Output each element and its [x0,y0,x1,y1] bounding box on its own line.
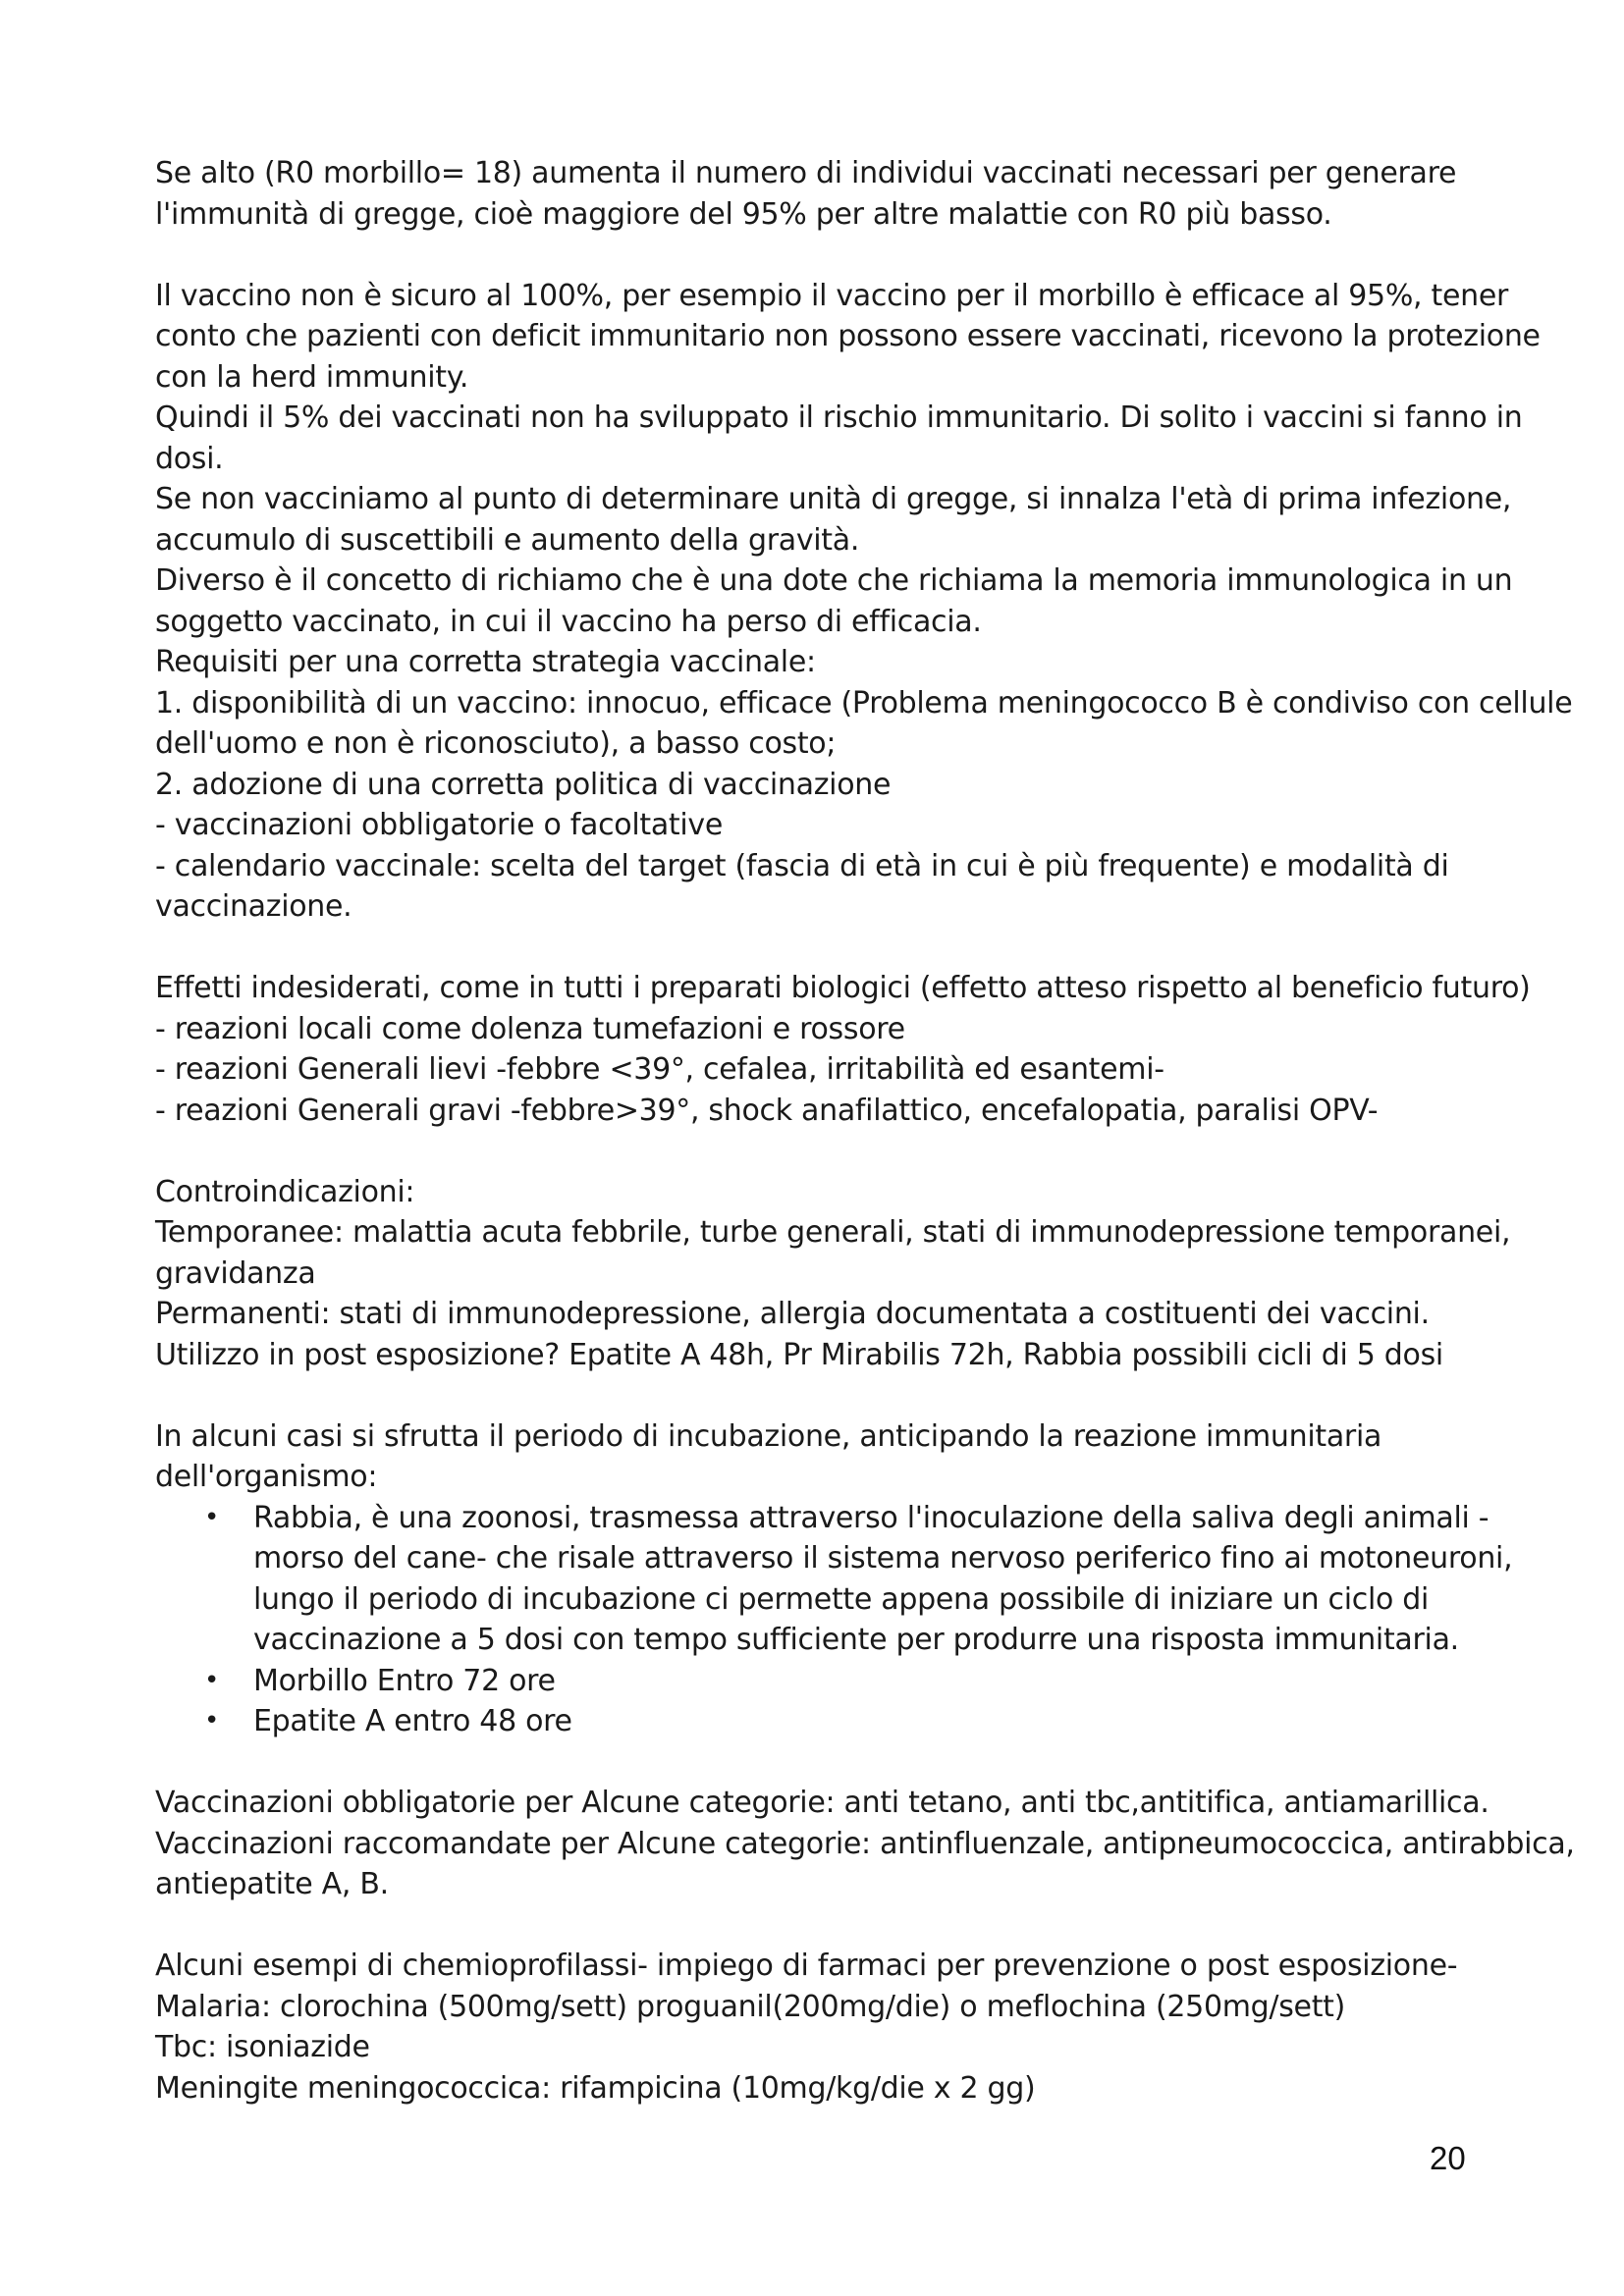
text-line: soggetto vaccinato, in cui il vaccino ha perso di efficacia. [155,604,982,639]
text-line: Permanenti: stati di immunodepressione, allergia documentata a costituenti dei vaccini. [155,1297,1430,1331]
list-item [155,1701,1490,1742]
text-line: Malaria: clorochina (500mg/sett) proguanil(200mg/die) o meflochina (250mg/sett) [155,1989,1346,2024]
text-line: - vaccinazioni obbligatorie o facoltative [155,808,724,842]
list-item [155,1498,1513,1661]
text-line: - calendario vaccinale: scelta del target (fascia di età in cui è più frequente) e modalità di [155,848,1449,883]
text-line: lungo il periodo di incubazione ci permette appena possibile di iniziare un ciclo di [253,1581,1430,1617]
bullet-icon: • [204,1665,220,1695]
text-line: Utilizzo in post esposizione? Epatite A 48h, Pr Mirabilis 72h, Rabbia possibili cicli di 5 dosi [155,1337,1443,1372]
text-line: Epatite A entro 48 ore [253,1704,572,1738]
text-line: - reazioni locali come dolenza tumefazioni e rossore [155,1011,905,1046]
text-line: Alcuni esempi di chemioprofilassi- impiego di farmaci per prevenzione o post esposizione- [155,1949,1458,1983]
text-line: Temporanee: malattia acuta febbrile, turbe generali, stati di immunodepressione temporanei, [155,1215,1511,1250]
bullet-icon: • [204,1706,220,1735]
text-line: morso del cane- che risale attraverso il sistema nervoso periferico fino ai motoneuroni, [253,1541,1513,1575]
text-line: Il vaccino non è sicuro al 100%, per esempio il vaccino per il morbillo è efficace al 95%, tener [155,278,1509,313]
text-line: Rabbia, è una zoonosi, trasmessa attraverso l'inoculazione della saliva degli animali - [253,1500,1489,1535]
paragraph-gap [155,1131,1490,1172]
text-line: Effetti indesiderati, come in tutti i preparati biologici (effetto atteso rispetto al beneficio futuro) [155,971,1531,1005]
text-line: antiepatite A, B. [155,1867,389,1901]
text-line: - reazioni Generali lievi -febbre <39°, cefalea, irritabilità ed esantemi- [155,1052,1164,1087]
paragraph-contraindications [155,1172,1511,1376]
text-line: Se non vacciniamo al punto di determinare unità di gregge, si innalza l'età di prima infezione, [155,482,1512,516]
page-number: 20 [1430,2140,1466,2176]
text-line: vaccinazione. [155,889,352,924]
list-item [155,1661,1490,1702]
text-line: 2. adozione di una corretta politica di vaccinazione [155,767,892,802]
paragraph-vaccination-categories [155,1783,1575,1905]
text-line: vaccinazione a 5 dosi con tempo sufficiente per produrre una risposta immunitaria. [253,1623,1459,1657]
text-line: Tbc: isoniazide [155,2030,370,2064]
paragraph-gap [155,1905,1490,1947]
text-line: dosi. [155,441,224,476]
bullet-list [155,1498,1513,1742]
paragraph-side-effects [155,968,1531,1131]
text-line: Meningite meningococcica: rifampicina (10mg/kg/die x 2 gg) [155,2070,1036,2106]
paragraph-chemoprophylaxis [155,1946,1490,2109]
text-line: dell'uomo e non è riconosciuto), a basso costo; [155,726,837,761]
text-line: Se alto (R0 morbillo= 18) aumenta il numero di individui vaccinati necessari per generare [155,156,1457,190]
page-body [155,153,1575,2109]
text-line: Morbillo Entro 72 ore [253,1663,556,1698]
paragraph-gap [155,928,1490,969]
text-line: - reazioni Generali gravi -febbre>39°, shock anafilattico, encefalopatia, paralisi OPV- [155,1093,1379,1128]
text-line: gravidanza [155,1255,316,1291]
text-line: Vaccinazioni obbligatorie per Alcune categorie: anti tetano, anti tbc,antitifica, antiamarillica. [155,1786,1489,1820]
text-line: dell'organismo: [155,1460,378,1494]
paragraph-gap [155,1742,1490,1784]
text-line: Controindicazioni: [155,1174,415,1209]
bullet-icon: • [204,1502,220,1532]
text-line: Requisiti per una corretta strategia vaccinale: [155,645,816,679]
paragraph-gap [155,235,1490,276]
paragraph-incubation [155,1416,1490,1498]
paragraph-herd-immunity-r0 [155,153,1490,235]
text-line: con la herd immunity. [155,359,469,395]
text-line: Quindi il 5% dei vaccinati non ha sviluppato il rischio immunitario. Di solito i vaccini si fanno in [155,400,1523,435]
text-line: 1. disponibilità di un vaccino: innocuo, efficace (Problema meningococco B è condiviso con cellule [155,685,1573,721]
paragraph-gap [155,1375,1490,1416]
text-line: Vaccinazioni raccomandate per Alcune categorie: antinfluenzale, antipneumococcica, antirabbica, [155,1826,1575,1861]
text-line: accumulo di suscettibili e aumento della gravità. [155,522,860,558]
text-line: l'immunità di gregge, cioè maggiore del 95% per altre malattie con R0 più basso. [155,196,1332,232]
text-line: conto che pazienti con deficit immunitario non possono essere vaccinati, ricevono la protezione [155,319,1541,353]
paragraph-vaccine-efficacy [155,276,1573,928]
text-line: Diverso è il concetto di richiamo che è una dote che richiama la memoria immunologica in un [155,563,1513,598]
text-line: In alcuni casi si sfrutta il periodo di incubazione, anticipando la reazione immunitaria [155,1418,1382,1454]
